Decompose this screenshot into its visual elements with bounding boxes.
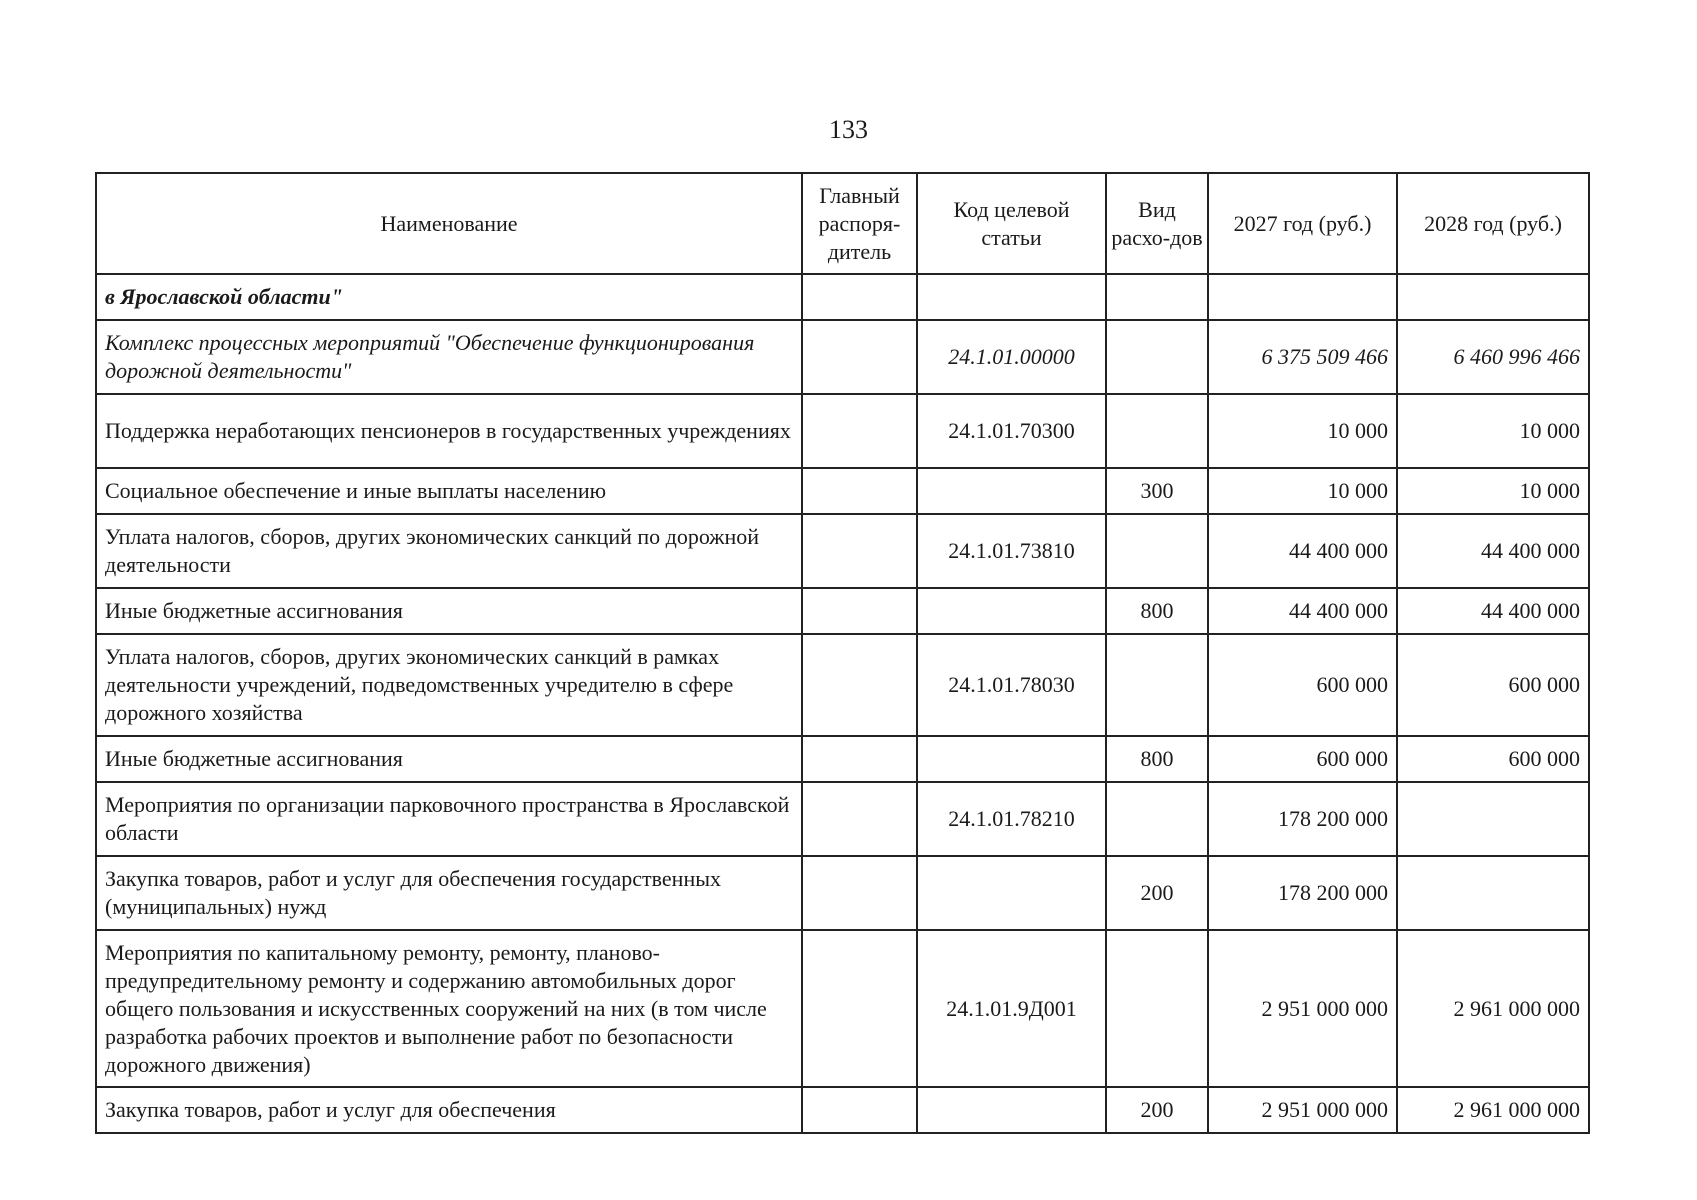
cell-chief [802, 320, 917, 394]
cell-name: Уплата налогов, сборов, других экономических санкций в рамках деятельности учреждений, подведомственных учредителю в сфере дорожного хозяйства [96, 634, 802, 736]
cell-2027: 600 000 [1208, 736, 1397, 782]
cell-2028: 2 961 000 000 [1397, 1087, 1589, 1133]
cell-name: Закупка товаров, работ и услуг для обеспечения государственных (муниципальных) нужд [96, 856, 802, 930]
table-row [96, 588, 1589, 634]
cell-chief [802, 634, 917, 736]
table-row [96, 782, 1589, 856]
table-row [96, 320, 1589, 394]
cell-name: в Ярославской области" [96, 274, 802, 320]
cell-name: Мероприятия по организации парковочного пространства в Ярославской области [96, 782, 802, 856]
cell-vid: 800 [1106, 736, 1208, 782]
cell-2028 [1397, 856, 1589, 930]
header-2028: 2028 год (руб.) [1397, 173, 1589, 274]
cell-2027: 10 000 [1208, 394, 1397, 468]
table-row [96, 394, 1589, 468]
table-row [96, 856, 1589, 930]
cell-vid [1106, 394, 1208, 468]
cell-2027: 178 200 000 [1208, 856, 1397, 930]
header-code: Код целевой статьи [917, 173, 1106, 274]
cell-chief [802, 514, 917, 588]
cell-2027: 600 000 [1208, 634, 1397, 736]
cell-chief [802, 930, 917, 1087]
cell-chief [802, 274, 917, 320]
cell-vid [1106, 634, 1208, 736]
cell-2028 [1397, 782, 1589, 856]
cell-chief [802, 856, 917, 930]
cell-code [917, 736, 1106, 782]
cell-vid [1106, 320, 1208, 394]
cell-2027: 2 951 000 000 [1208, 1087, 1397, 1133]
cell-code: 24.1.01.70300 [917, 394, 1106, 468]
header-name: Наименование [96, 173, 802, 274]
table-row [96, 468, 1589, 514]
cell-vid [1106, 930, 1208, 1087]
cell-name: Закупка товаров, работ и услуг для обеспечения [96, 1087, 802, 1133]
table-header-row [96, 173, 1589, 274]
cell-code: 24.1.01.00000 [917, 320, 1106, 394]
cell-2027: 10 000 [1208, 468, 1397, 514]
cell-chief [802, 468, 917, 514]
cell-vid [1106, 514, 1208, 588]
cell-code: 24.1.01.78030 [917, 634, 1106, 736]
cell-2028: 44 400 000 [1397, 514, 1589, 588]
table-row [96, 930, 1589, 1087]
cell-code: 24.1.01.9Д001 [917, 930, 1106, 1087]
cell-code [917, 856, 1106, 930]
cell-code: 24.1.01.78210 [917, 782, 1106, 856]
cell-chief [802, 588, 917, 634]
cell-vid: 300 [1106, 468, 1208, 514]
cell-chief [802, 1087, 917, 1133]
cell-2027: 2 951 000 000 [1208, 930, 1397, 1087]
cell-2028: 10 000 [1397, 468, 1589, 514]
page-number: 133 [829, 115, 868, 144]
cell-vid [1106, 274, 1208, 320]
cell-2028 [1397, 274, 1589, 320]
cell-code [917, 1087, 1106, 1133]
cell-code [917, 588, 1106, 634]
header-vid: Вид расхо-дов [1106, 173, 1208, 274]
cell-2028: 10 000 [1397, 394, 1589, 468]
cell-vid: 200 [1106, 856, 1208, 930]
table-row [96, 1087, 1589, 1133]
cell-code [917, 274, 1106, 320]
cell-name: Поддержка неработающих пенсионеров в государственных учреждениях [96, 394, 802, 468]
table-row [96, 514, 1589, 588]
table-row [96, 274, 1589, 320]
header-chief: Главный распоря-дитель [802, 173, 917, 274]
table-row [96, 634, 1589, 736]
cell-name: Мероприятия по капитальному ремонту, ремонту, планово-предупредительному ремонту и содержанию автомобильных дорог общего пользования и искусственных сооружений на них (в том числе разработка рабочих проектов и выполнение работ по безопасности дорожного движения) [96, 930, 802, 1087]
cell-2028: 600 000 [1397, 736, 1589, 782]
cell-2027 [1208, 274, 1397, 320]
cell-name: Иные бюджетные ассигнования [96, 588, 802, 634]
cell-2027: 44 400 000 [1208, 514, 1397, 588]
cell-name: Социальное обеспечение и иные выплаты населению [96, 468, 802, 514]
table-row [96, 736, 1589, 782]
cell-chief [802, 782, 917, 856]
cell-2027: 44 400 000 [1208, 588, 1397, 634]
cell-2028: 6 460 996 466 [1397, 320, 1589, 394]
table-body [96, 274, 1589, 1133]
cell-2028: 600 000 [1397, 634, 1589, 736]
cell-vid: 800 [1106, 588, 1208, 634]
cell-2028: 2 961 000 000 [1397, 930, 1589, 1087]
cell-2027: 6 375 509 466 [1208, 320, 1397, 394]
cell-2028: 44 400 000 [1397, 588, 1589, 634]
header-2027: 2027 год (руб.) [1208, 173, 1397, 274]
budget-table [95, 172, 1590, 1134]
cell-code: 24.1.01.73810 [917, 514, 1106, 588]
cell-name: Иные бюджетные ассигнования [96, 736, 802, 782]
cell-name: Уплата налогов, сборов, других экономических санкций по дорожной деятельности [96, 514, 802, 588]
cell-chief [802, 736, 917, 782]
cell-chief [802, 394, 917, 468]
cell-code [917, 468, 1106, 514]
cell-vid: 200 [1106, 1087, 1208, 1133]
cell-vid [1106, 782, 1208, 856]
cell-2027: 178 200 000 [1208, 782, 1397, 856]
cell-name: Комплекс процессных мероприятий "Обеспечение функционирования дорожной деятельности" [96, 320, 802, 394]
